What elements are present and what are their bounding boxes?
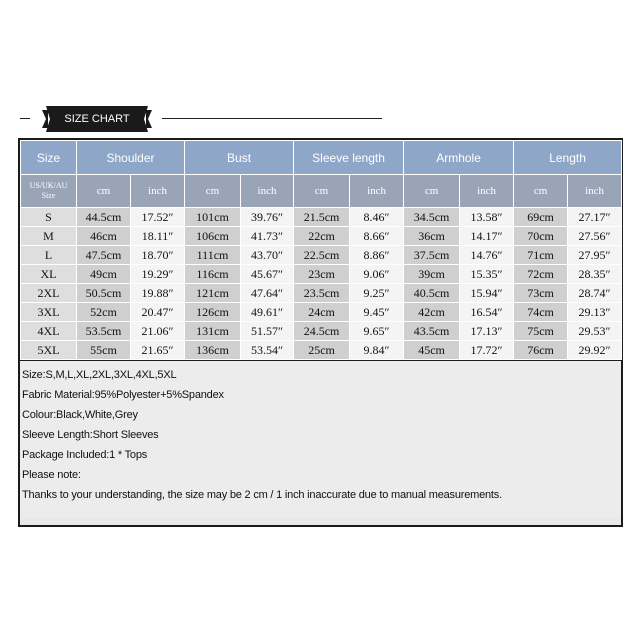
- bust-inch-cell: 47.64″: [241, 284, 294, 303]
- unit-inch: inch: [241, 175, 294, 208]
- length-inch-cell: 29.53″: [568, 322, 622, 341]
- unit-cm: cm: [77, 175, 131, 208]
- size-cell: 5XL: [21, 341, 77, 360]
- bust-cm-cell: 136cm: [185, 341, 241, 360]
- sleeve-inch-cell: 9.06″: [350, 265, 404, 284]
- bust-inch-cell: 53.54″: [241, 341, 294, 360]
- armhole-inch-cell: 14.76″: [460, 246, 514, 265]
- region-label: US/UK/AU: [29, 181, 68, 190]
- armhole-cm-cell: 45cm: [404, 341, 460, 360]
- table-row: [21, 246, 622, 265]
- length-cm-cell: 70cm: [514, 227, 568, 246]
- length-inch-cell: 28.74″: [568, 284, 622, 303]
- note-sizes: Size:S,M,L,XL,2XL,3XL,4XL,5XL: [22, 369, 177, 381]
- note-package: Package Included:1 * Tops: [22, 449, 148, 461]
- sleeve-cm-cell: 24cm: [294, 303, 350, 322]
- note-colour: Colour:Black,White,Grey: [22, 409, 138, 421]
- size-cell: 4XL: [21, 322, 77, 341]
- shoulder-inch-cell: 21.06″: [131, 322, 185, 341]
- header-bust: Bust: [185, 141, 294, 175]
- armhole-cm-cell: 40.5cm: [404, 284, 460, 303]
- size-cell: L: [21, 246, 77, 265]
- bust-cm-cell: 121cm: [185, 284, 241, 303]
- header-row: [21, 141, 622, 175]
- header-length: Length: [514, 141, 622, 175]
- armhole-cm-cell: 42cm: [404, 303, 460, 322]
- length-cm-cell: 71cm: [514, 246, 568, 265]
- armhole-inch-cell: 13.58″: [460, 208, 514, 227]
- sleeve-inch-cell: 8.46″: [350, 208, 404, 227]
- sleeve-inch-cell: 9.45″: [350, 303, 404, 322]
- armhole-cm-cell: 39cm: [404, 265, 460, 284]
- unit-inch: inch: [350, 175, 404, 208]
- table-row: [21, 227, 622, 246]
- sleeve-inch-cell: 9.65″: [350, 322, 404, 341]
- header-size: Size: [21, 141, 77, 175]
- note-please-note: Please note:: [22, 469, 81, 481]
- length-cm-cell: 74cm: [514, 303, 568, 322]
- bust-cm-cell: 116cm: [185, 265, 241, 284]
- length-cm-cell: 75cm: [514, 322, 568, 341]
- unit-cm: cm: [404, 175, 460, 208]
- bust-cm-cell: 131cm: [185, 322, 241, 341]
- shoulder-inch-cell: 17.52″: [131, 208, 185, 227]
- length-inch-cell: 27.17″: [568, 208, 622, 227]
- table-row: [21, 303, 622, 322]
- header-sleeve-length: Sleeve length: [294, 141, 404, 175]
- sleeve-inch-cell: 9.84″: [350, 341, 404, 360]
- shoulder-inch-cell: 18.70″: [131, 246, 185, 265]
- length-inch-cell: 29.13″: [568, 303, 622, 322]
- sleeve-cm-cell: 23cm: [294, 265, 350, 284]
- armhole-inch-cell: 15.35″: [460, 265, 514, 284]
- size-cell: M: [21, 227, 77, 246]
- armhole-cm-cell: 34.5cm: [404, 208, 460, 227]
- table-row: [21, 284, 622, 303]
- shoulder-cm-cell: 46cm: [77, 227, 131, 246]
- sleeve-cm-cell: 22cm: [294, 227, 350, 246]
- note-measurement-disclaimer: Thanks to your understanding, the size may be 2 cm / 1 inch inaccurate due to manual measurements.: [22, 489, 502, 501]
- sleeve-inch-cell: 8.86″: [350, 246, 404, 265]
- shoulder-inch-cell: 21.65″: [131, 341, 185, 360]
- size-cell: 2XL: [21, 284, 77, 303]
- size-cell: S: [21, 208, 77, 227]
- table-row: [21, 208, 622, 227]
- banner-rule-right: [162, 118, 382, 119]
- shoulder-cm-cell: 50.5cm: [77, 284, 131, 303]
- bust-cm-cell: 106cm: [185, 227, 241, 246]
- bust-inch-cell: 43.70″: [241, 246, 294, 265]
- armhole-cm-cell: 36cm: [404, 227, 460, 246]
- size-table: [20, 140, 622, 360]
- shoulder-inch-cell: 20.47″: [131, 303, 185, 322]
- bust-cm-cell: 101cm: [185, 208, 241, 227]
- bust-inch-cell: 51.57″: [241, 322, 294, 341]
- shoulder-cm-cell: 55cm: [77, 341, 131, 360]
- table-row: [21, 322, 622, 341]
- shoulder-cm-cell: 53.5cm: [77, 322, 131, 341]
- bust-inch-cell: 45.67″: [241, 265, 294, 284]
- length-inch-cell: 29.92″: [568, 341, 622, 360]
- banner-tag: [42, 106, 152, 132]
- shoulder-cm-cell: 47.5cm: [77, 246, 131, 265]
- length-inch-cell: 28.35″: [568, 265, 622, 284]
- length-inch-cell: 27.56″: [568, 227, 622, 246]
- note-sleeve-length: Sleeve Length:Short Sleeves: [22, 429, 159, 441]
- armhole-inch-cell: 15.94″: [460, 284, 514, 303]
- sleeve-cm-cell: 25cm: [294, 341, 350, 360]
- region-size-word: Size: [41, 191, 56, 200]
- unit-inch: inch: [131, 175, 185, 208]
- shoulder-inch-cell: 19.29″: [131, 265, 185, 284]
- sleeve-cm-cell: 21.5cm: [294, 208, 350, 227]
- armhole-cm-cell: 37.5cm: [404, 246, 460, 265]
- product-notes: [20, 360, 621, 518]
- banner-rule-left: [20, 118, 30, 119]
- unit-cm: cm: [185, 175, 241, 208]
- length-cm-cell: 72cm: [514, 265, 568, 284]
- armhole-inch-cell: 14.17″: [460, 227, 514, 246]
- length-cm-cell: 76cm: [514, 341, 568, 360]
- size-chart-banner: [20, 104, 386, 134]
- length-inch-cell: 27.95″: [568, 246, 622, 265]
- length-cm-cell: 69cm: [514, 208, 568, 227]
- armhole-inch-cell: 17.13″: [460, 322, 514, 341]
- table-row: [21, 265, 622, 284]
- unit-cm: cm: [294, 175, 350, 208]
- bust-cm-cell: 111cm: [185, 246, 241, 265]
- sleeve-cm-cell: 24.5cm: [294, 322, 350, 341]
- unit-inch: inch: [568, 175, 622, 208]
- shoulder-inch-cell: 18.11″: [131, 227, 185, 246]
- bust-inch-cell: 41.73″: [241, 227, 294, 246]
- size-cell: XL: [21, 265, 77, 284]
- size-chart: [18, 138, 623, 527]
- unit-row: [21, 175, 622, 208]
- sleeve-inch-cell: 9.25″: [350, 284, 404, 303]
- shoulder-inch-cell: 19.88″: [131, 284, 185, 303]
- shoulder-cm-cell: 44.5cm: [77, 208, 131, 227]
- table-row: [21, 341, 622, 360]
- armhole-inch-cell: 17.72″: [460, 341, 514, 360]
- sleeve-inch-cell: 8.66″: [350, 227, 404, 246]
- shoulder-cm-cell: 49cm: [77, 265, 131, 284]
- size-cell: 3XL: [21, 303, 77, 322]
- sleeve-cm-cell: 22.5cm: [294, 246, 350, 265]
- sleeve-cm-cell: 23.5cm: [294, 284, 350, 303]
- bust-cm-cell: 126cm: [185, 303, 241, 322]
- bust-inch-cell: 49.61″: [241, 303, 294, 322]
- armhole-inch-cell: 16.54″: [460, 303, 514, 322]
- region-size-label: [21, 175, 77, 208]
- unit-cm: cm: [514, 175, 568, 208]
- banner-title: SIZE CHART: [64, 113, 130, 125]
- size-rows: [21, 208, 622, 360]
- header-armhole: Armhole: [404, 141, 514, 175]
- armhole-cm-cell: 43.5cm: [404, 322, 460, 341]
- unit-inch: inch: [460, 175, 514, 208]
- bust-inch-cell: 39.76″: [241, 208, 294, 227]
- header-shoulder: Shoulder: [77, 141, 185, 175]
- length-cm-cell: 73cm: [514, 284, 568, 303]
- note-fabric: Fabric Material:95%Polyester+5%Spandex: [22, 389, 224, 401]
- shoulder-cm-cell: 52cm: [77, 303, 131, 322]
